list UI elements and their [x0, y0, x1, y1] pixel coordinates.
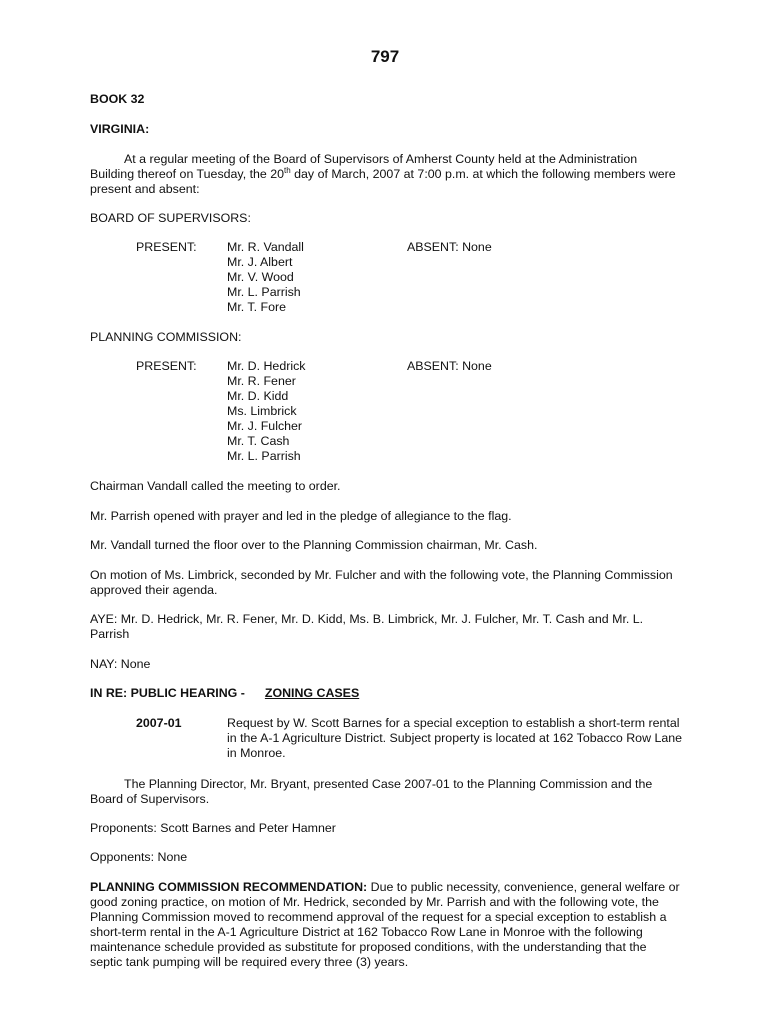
board-member: Mr. T. Fore — [227, 300, 286, 314]
prayer-paragraph: Mr. Parrish opened with prayer and led in the pledge of allegiance to the flag. — [90, 509, 512, 523]
intro-paragraph — [90, 152, 680, 197]
director-paragraph: The Planning Director, Mr. Bryant, presented Case 2007-01 to the Planning Commission and the Board of Supervisors. — [90, 777, 653, 806]
commission-heading: PLANNING COMMISSION: — [90, 330, 242, 344]
commission-member: Ms. Limbrick — [227, 404, 297, 418]
state-label: VIRGINIA: — [90, 122, 150, 136]
board-member: Mr. L. Parrish — [227, 285, 301, 299]
commission-present-label: PRESENT: — [136, 359, 197, 373]
intro-text-1: At a regular meeting of the Board of Supervisors of Amherst County held at the Administration Building thereof on Tuesday, the 20 — [90, 152, 638, 181]
commission-absent: ABSENT: None — [407, 359, 492, 373]
intro-text-2: day of March, 2007 at 7:00 p.m. at which the following members were present and absent: — [90, 167, 676, 196]
case-number: 2007-01 — [136, 716, 182, 730]
board-heading: BOARD OF SUPERVISORS: — [90, 211, 251, 225]
board-member: Mr. J. Albert — [227, 255, 293, 269]
in-re-subject: ZONING CASES — [264, 686, 360, 700]
aye-vote: AYE: Mr. D. Hedrick, Mr. R. Fener, Mr. D. Kidd, Ms. B. Limbrick, Mr. J. Fulcher, Mr. T. Cash and Mr. L. Parrish — [90, 612, 644, 641]
commission-member: Mr. J. Fulcher — [227, 419, 303, 433]
commission-member: Mr. T. Cash — [227, 434, 290, 448]
recommendation-paragraph — [90, 880, 680, 970]
board-member: Mr. V. Wood — [227, 270, 294, 284]
floor-paragraph: Mr. Vandall turned the floor over to the Planning Commission chairman, Mr. Cash. — [90, 538, 538, 552]
board-members-list — [227, 240, 304, 315]
commission-member: Mr. R. Fener — [227, 374, 296, 388]
board-absent: ABSENT: None — [407, 240, 492, 254]
commission-member: Mr. D. Kidd — [227, 389, 289, 403]
board-present-label: PRESENT: — [136, 240, 197, 254]
board-member: Mr. R. Vandall — [227, 240, 304, 254]
case-description: Request by W. Scott Barnes for a special exception to establish a short-term rental in the A-1 Agriculture District. Subject property is located at 162 Tobacco Row Lane in Monroe. — [227, 716, 683, 760]
call-to-order: Chairman Vandall called the meeting to order. — [90, 479, 341, 493]
opponents: Opponents: None — [90, 850, 188, 864]
nay-vote: NAY: None — [90, 657, 151, 671]
commission-members-list — [227, 359, 305, 464]
recommendation-label: PLANNING COMMISSION RECOMMENDATION: — [90, 880, 368, 894]
page-number: 797 — [370, 47, 400, 66]
proponents: Proponents: Scott Barnes and Peter Hamner — [90, 821, 336, 835]
book-label: BOOK 32 — [90, 92, 145, 106]
in-re-label: IN RE: PUBLIC HEARING - — [90, 686, 245, 700]
motion-paragraph: On motion of Ms. Limbrick, seconded by Mr. Fulcher and with the following vote, the Planning Commission approved their agenda. — [90, 568, 673, 597]
commission-member: Mr. D. Hedrick — [227, 359, 306, 373]
in-re-heading — [90, 686, 359, 701]
commission-member: Mr. L. Parrish — [227, 449, 301, 463]
recommendation-text: Due to public necessity, convenience, general welfare or good zoning practice, on motion of Mr. Hedrick, seconded by Mr. Parrish and with the following vote, the Planning Commission moved to recommend approval of the request for a special exception to establish a short-term rental in the A-1 Agriculture District at 162 Tobacco Row Lane in Monroe with the following maintenance schedule provided as substitute for proposed conditions, with the understanding that the septic tank pumping will be required every three (3) years. — [90, 880, 680, 969]
intro-superscript: th — [284, 166, 291, 175]
